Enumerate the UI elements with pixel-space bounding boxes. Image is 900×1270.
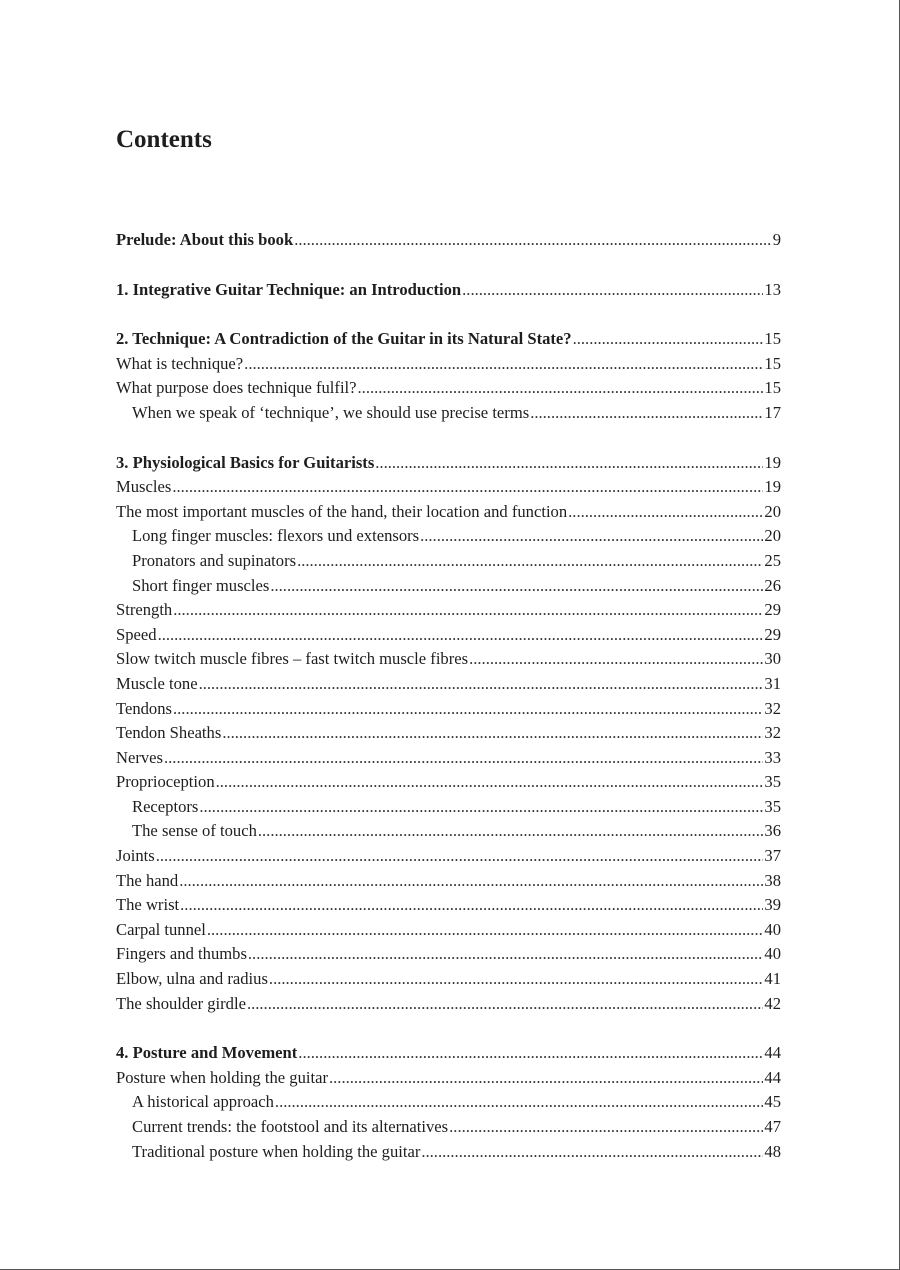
toc-entry-page: 40 [764,944,781,964]
toc-entry-label: Tendons [116,698,172,718]
dot-leader [275,1090,763,1115]
toc-entry[interactable] [116,967,781,992]
toc-entry[interactable] [116,893,781,918]
dot-leader [530,401,763,426]
dot-leader [244,352,763,377]
toc-entry-page: 45 [764,1092,781,1112]
toc-entry[interactable] [116,721,781,746]
toc-entry[interactable] [116,697,781,722]
toc-entry-label: 2. Technique: A Contradiction of the Guitar in its Natural State? [116,329,572,349]
toc-entry[interactable] [116,869,781,894]
toc-entry-label: The hand [116,870,179,890]
toc-entry-page: 19 [764,477,781,497]
toc-entry-chapter-3[interactable] [116,451,781,476]
toc-entry-label: 3. Physiological Basics for Guitarists [116,452,375,472]
toc-entry-page: 32 [764,723,781,743]
toc-entry[interactable] [116,376,781,401]
toc-entry-label: Posture when holding the guitar [116,1067,328,1087]
dot-leader [294,228,772,253]
toc-entry-label: The sense of touch [132,821,257,841]
toc-entry-label: 4. Posture and Movement [116,1043,298,1063]
toc-entry-page: 38 [764,870,781,890]
toc-entry-label: Strength [116,600,173,620]
toc-entry[interactable] [116,1066,781,1091]
toc-entry-label: Pronators and supinators [132,550,297,570]
toc-entry-label: When we speak of ‘technique’, we should use precise terms [132,402,530,422]
toc-entry-label: Nerves [116,747,163,767]
toc-entry-label: The shoulder girdle [116,993,246,1013]
toc-entry-page: 26 [764,575,781,595]
dot-leader [173,697,763,722]
toc-entry-page: 37 [764,846,781,866]
dot-leader [298,1041,763,1066]
toc-entry[interactable] [116,942,781,967]
dot-leader [164,746,763,771]
toc-entry-page: 44 [764,1067,781,1087]
dot-leader [158,623,764,648]
toc-subentry[interactable] [116,1090,781,1115]
toc-entry[interactable] [116,500,781,525]
dot-leader [469,647,763,672]
dot-leader [297,549,763,574]
dot-leader [269,967,763,992]
toc-entry-page: 47 [764,1117,781,1136]
toc-entry-page: 44 [764,1043,781,1063]
toc-entry-page: 32 [764,698,781,718]
dot-leader [156,844,764,869]
dot-leader [248,942,764,967]
toc-entry[interactable] [116,746,781,771]
toc-entry-page: 48 [764,1141,781,1161]
toc-entry-label: A historical approach [132,1092,274,1112]
toc-entry-chapter-2[interactable] [116,327,781,352]
toc-entry-page: 35 [764,796,781,816]
dot-leader [207,918,764,943]
dot-leader [199,672,764,697]
toc-entry-label: Elbow, ulna and radius [116,969,268,989]
dot-leader [270,574,763,599]
table-of-contents [116,228,781,1164]
dot-leader [179,869,763,894]
toc-entry-page: 13 [764,279,781,299]
toc-entry-label: Tendon Sheaths [116,723,222,743]
toc-entry-label: Receptors [132,796,199,816]
toc-entry-page: 40 [764,919,781,939]
toc-entry-label: Short finger muscles [132,575,270,595]
dot-leader [421,1140,763,1165]
dot-leader [462,278,763,303]
toc-entry[interactable] [116,844,781,869]
toc-entry-page: 15 [764,329,781,349]
toc-entry-label: Long finger muscles: flexors und extensors [132,526,420,546]
dot-leader [180,893,763,918]
toc-entry[interactable] [116,992,781,1017]
toc-entry-chapter-4[interactable] [116,1041,781,1066]
toc-entry-page: 36 [764,821,781,841]
toc-entry[interactable] [116,598,781,623]
dot-leader [375,451,763,476]
toc-entry-label: 1. Integrative Guitar Technique: an Introduction [116,279,462,299]
toc-entry-label: Joints [116,846,155,866]
toc-subentry[interactable] [116,401,781,426]
dot-leader [216,770,764,795]
toc-entry-label: The wrist [116,895,180,915]
toc-subentry[interactable] [116,549,781,574]
toc-entry-page: 31 [764,673,781,693]
toc-entry-page: 19 [764,452,781,472]
toc-entry-label: The most important muscles of the hand, their location and function [116,501,568,521]
toc-entry-page: 20 [764,501,781,521]
dot-leader [222,721,763,746]
toc-entry[interactable] [116,770,781,795]
dot-leader [258,819,764,844]
dot-leader [358,376,764,401]
toc-entry-prelude[interactable] [116,228,781,253]
dot-leader [449,1115,763,1140]
toc-entry-label: Muscle tone [116,673,198,693]
toc-entry[interactable] [116,672,781,697]
toc-entry-page: 17 [764,402,781,422]
toc-subentry[interactable] [116,1115,781,1140]
toc-entry-label: Speed [116,624,157,644]
toc-entry-page: 42 [764,993,781,1013]
dot-leader [173,598,763,623]
toc-entry-page: 15 [764,378,781,398]
toc-entry-label: What purpose does technique fulfil? [116,378,357,398]
toc-entry-page: 25 [764,550,781,570]
toc-entry-page: 29 [764,600,781,620]
toc-entry-label: Current trends: the footstool and its alternatives [132,1117,449,1136]
dot-leader [573,327,764,352]
dot-leader [247,992,763,1017]
dot-leader [199,795,763,820]
toc-entry-page: 35 [764,772,781,792]
toc-subentry[interactable] [116,524,781,549]
toc-subentry[interactable] [116,795,781,820]
toc-subentry[interactable] [116,819,781,844]
toc-entry-page: 15 [764,353,781,373]
toc-entry-label: Proprioception [116,772,215,792]
toc-entry[interactable] [116,475,781,500]
toc-entry[interactable] [116,647,781,672]
toc-entry-label: Carpal tunnel [116,919,206,939]
dot-leader [420,524,763,549]
toc-entry-label: Prelude: About this book [116,230,294,249]
toc-entry-label: Slow twitch muscle fibres – fast twitch muscle fibres [116,649,469,669]
toc-entry-page: 39 [764,895,781,915]
dot-leader [172,475,763,500]
page-title: Contents [116,126,212,153]
toc-entry-page: 33 [764,747,781,767]
toc-entry-page: 20 [764,526,781,546]
dot-leader [329,1066,763,1091]
toc-entry-page: 30 [764,649,781,669]
toc-entry[interactable] [116,918,781,943]
toc-subentry[interactable] [116,574,781,599]
toc-subentry[interactable] [116,1140,781,1165]
toc-entry[interactable] [116,623,781,648]
toc-entry-page: 41 [764,969,781,989]
dot-leader [568,500,763,525]
toc-entry-chapter-1[interactable] [116,278,781,303]
toc-entry-page: 29 [764,624,781,644]
toc-entry-page: 9 [772,230,781,249]
toc-entry-label: Fingers and thumbs [116,944,247,964]
toc-entry[interactable] [116,352,781,377]
toc-entry-label: What is technique? [116,353,244,373]
toc-entry-label: Muscles [116,477,172,497]
toc-entry-label: Traditional posture when holding the guitar [132,1141,421,1161]
